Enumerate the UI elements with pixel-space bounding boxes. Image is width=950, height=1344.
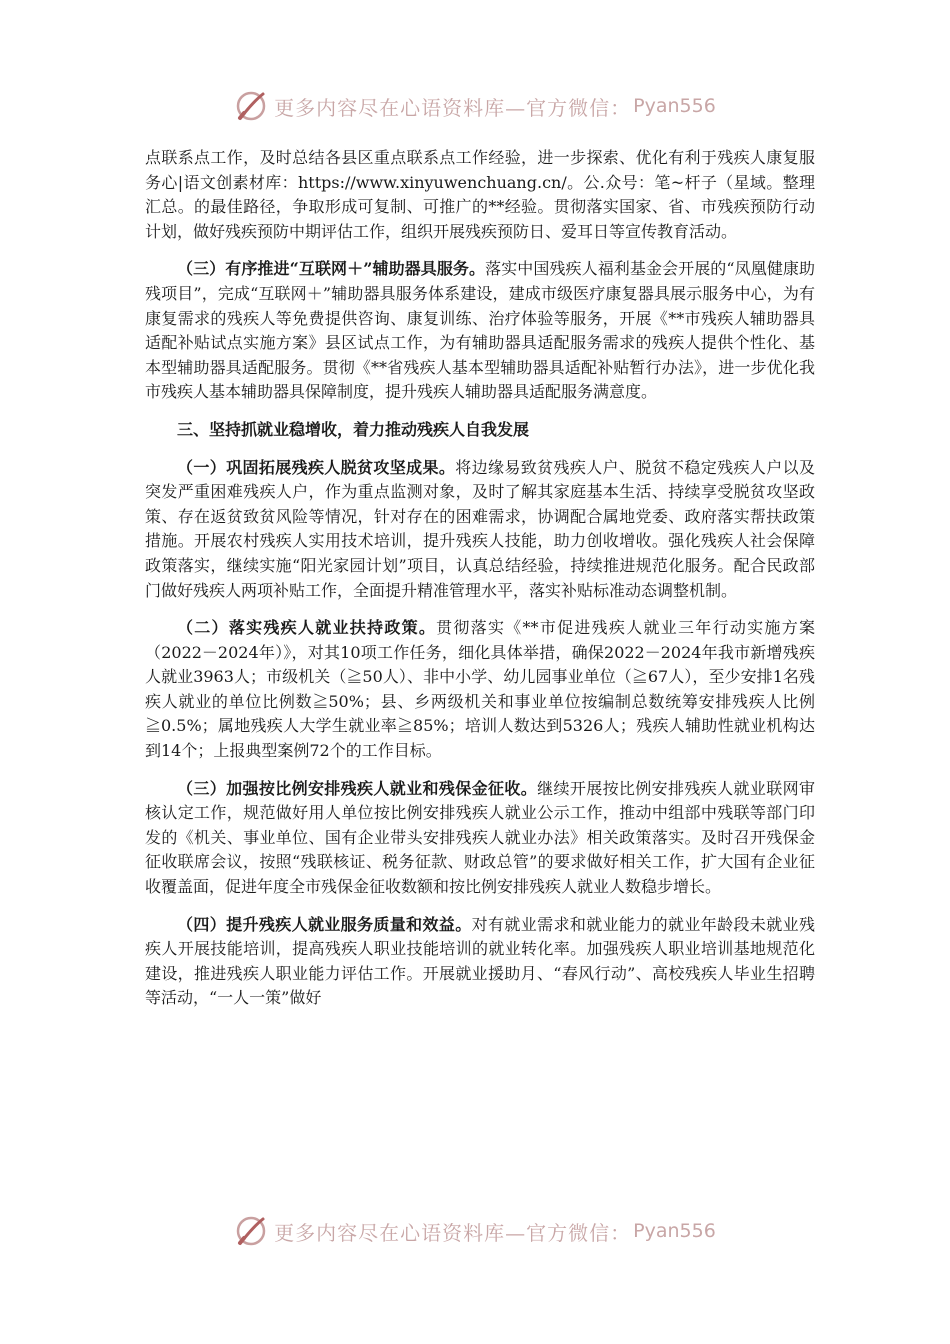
paragraph-text: 对有就业需求和就业能力的就业年龄段未就业残疾人开展技能培训，提高残疾人职业技能培训的就业转化率。加强残疾人职业培训基地规范化建设，推进残疾人职业能力评估工作。开展就业援助月、“春风行动”、高校残疾人毕业生招聘等活动，“一人一策”做好	[145, 914, 815, 1008]
document-body	[145, 146, 815, 1024]
header-watermark-banner	[0, 86, 950, 126]
paragraph-employment-policy	[145, 616, 815, 764]
paragraph-text: 继续开展按比例安排残疾人就业联网审核认定工作，规范做好用人单位按比例安排残疾人就业公示工作，推动中组部中残联等部门印发的《机关、事业单位、国有企业带头安排残疾人就业办法》相关政策落实。及时召开残保金征收联席会议，按照“残联核证、税务征款、财政总管”的要求做好相关工作，扩大国有企业征收覆盖面，促进年度全市残保金征收数额和按比例安排残疾人就业人数稳步增长。	[145, 778, 815, 897]
paragraph-lead: （二）落实残疾人就业扶持政策。	[177, 618, 437, 638]
banner-text: 更多内容尽在心语资料库—官方微信：	[274, 1220, 632, 1245]
paragraph-text: 将边缘易致贫残疾人户、脱贫不稳定残疾人户以及突发严重困难残疾人户，作为重点监测对象，及时了解其家庭基本生活、持续享受脱贫攻坚政策、存在返贫致贫风险等情况，针对存在的困难需求，协调配合属地党委、政府落实帮扶政策措施。开展农村残疾人实用技术培训，提升残疾人技能，助力创收增收。强化残疾人社会保障政策落实，继续实施“阳光家园计划”项目，认真总结经验，持续推进规范化服务。配合民政部门做好残疾人两项补贴工作，全面提升精准管理水平，落实补贴标准动态调整机制。	[145, 457, 815, 600]
paragraph-service-quality	[145, 913, 815, 1011]
paragraph-text: 落实中国残疾人福利基金会开展的“凤凰健康助残项目”，完成“互联网＋”辅助器具服务体系建设，建成市级医疗康复器具展示服务中心，为有康复需求的残疾人等免费提供咨询、康复训练、治疗体验等服务，开展《**市残疾人辅助器具适配补贴试点实施方案》县区试点工作，为有辅助器具适配服务需求的残疾人提供个性化、基本型辅助器具适配服务。贯彻《**省残疾人基本型辅助器具适配补贴暂行办法》，进一步优化我市残疾人基本辅助器具保障制度，提升残疾人辅助器具适配服务满意度。	[145, 259, 815, 402]
footer-watermark-banner	[0, 1211, 950, 1251]
paragraph-assistive-devices	[145, 257, 815, 405]
banner-text: 更多内容尽在心语资料库—官方微信：	[274, 95, 632, 120]
paragraph-lead: （三）有序推进“互联网＋”辅助器具服务。	[177, 259, 486, 279]
paragraph-lead: （一）巩固拓展残疾人脱贫攻坚成果。	[177, 457, 456, 477]
brush-logo-icon	[234, 1214, 268, 1248]
banner-wechat-id: Pyan556	[633, 1220, 716, 1242]
paragraph-quota-levy	[145, 777, 815, 900]
banner-wechat-id: Pyan556	[633, 95, 716, 117]
paragraph-poverty	[145, 456, 815, 604]
paragraph-lead: （四）提升残疾人就业服务质量和效益。	[177, 914, 472, 934]
paragraph-lead: （三）加强按比例安排残疾人就业和残保金征收。	[177, 778, 538, 798]
paragraph-text: 点联系点工作，及时总结各县区重点联系点工作经验，进一步探索、优化有利于残疾人康复服务心|语文创素材库：https://www.xinyuwenchuang.cn/。公.众号：笔~杆子（星域。整理汇总。的最佳路径，争取形成可复制、可推广的**经验。贯彻落实国家、省、市残疾预防行动计划，做好残疾预防中期评估工作，组织开展残疾预防日、爱耳日等宣传教育活动。	[145, 148, 815, 241]
paragraph-text: 贯彻落实《**市促进残疾人就业三年行动实施方案（2022－2024年）》，对其10项工作任务，细化具体举措，确保2022－2024年我市新增残疾人就业3963人；市级机关（≧50人）、非中小学、幼儿园事业单位（≧67人），至少安排1名残疾人就业的单位比例数≧50%；县、乡两级机关和事业单位按编制总数统筹安排残疾人比例≧0.5%；属地残疾人大学生就业率≧85%；培训人数达到5326人；残疾人辅助性就业机构达到14个；上报典型案例72个的工作目标。	[145, 618, 815, 761]
section-heading: 三、坚持抓就业稳增收，着力推动残疾人自我发展	[177, 419, 530, 439]
paragraph-continuation	[145, 146, 815, 244]
brush-logo-icon	[234, 89, 268, 123]
